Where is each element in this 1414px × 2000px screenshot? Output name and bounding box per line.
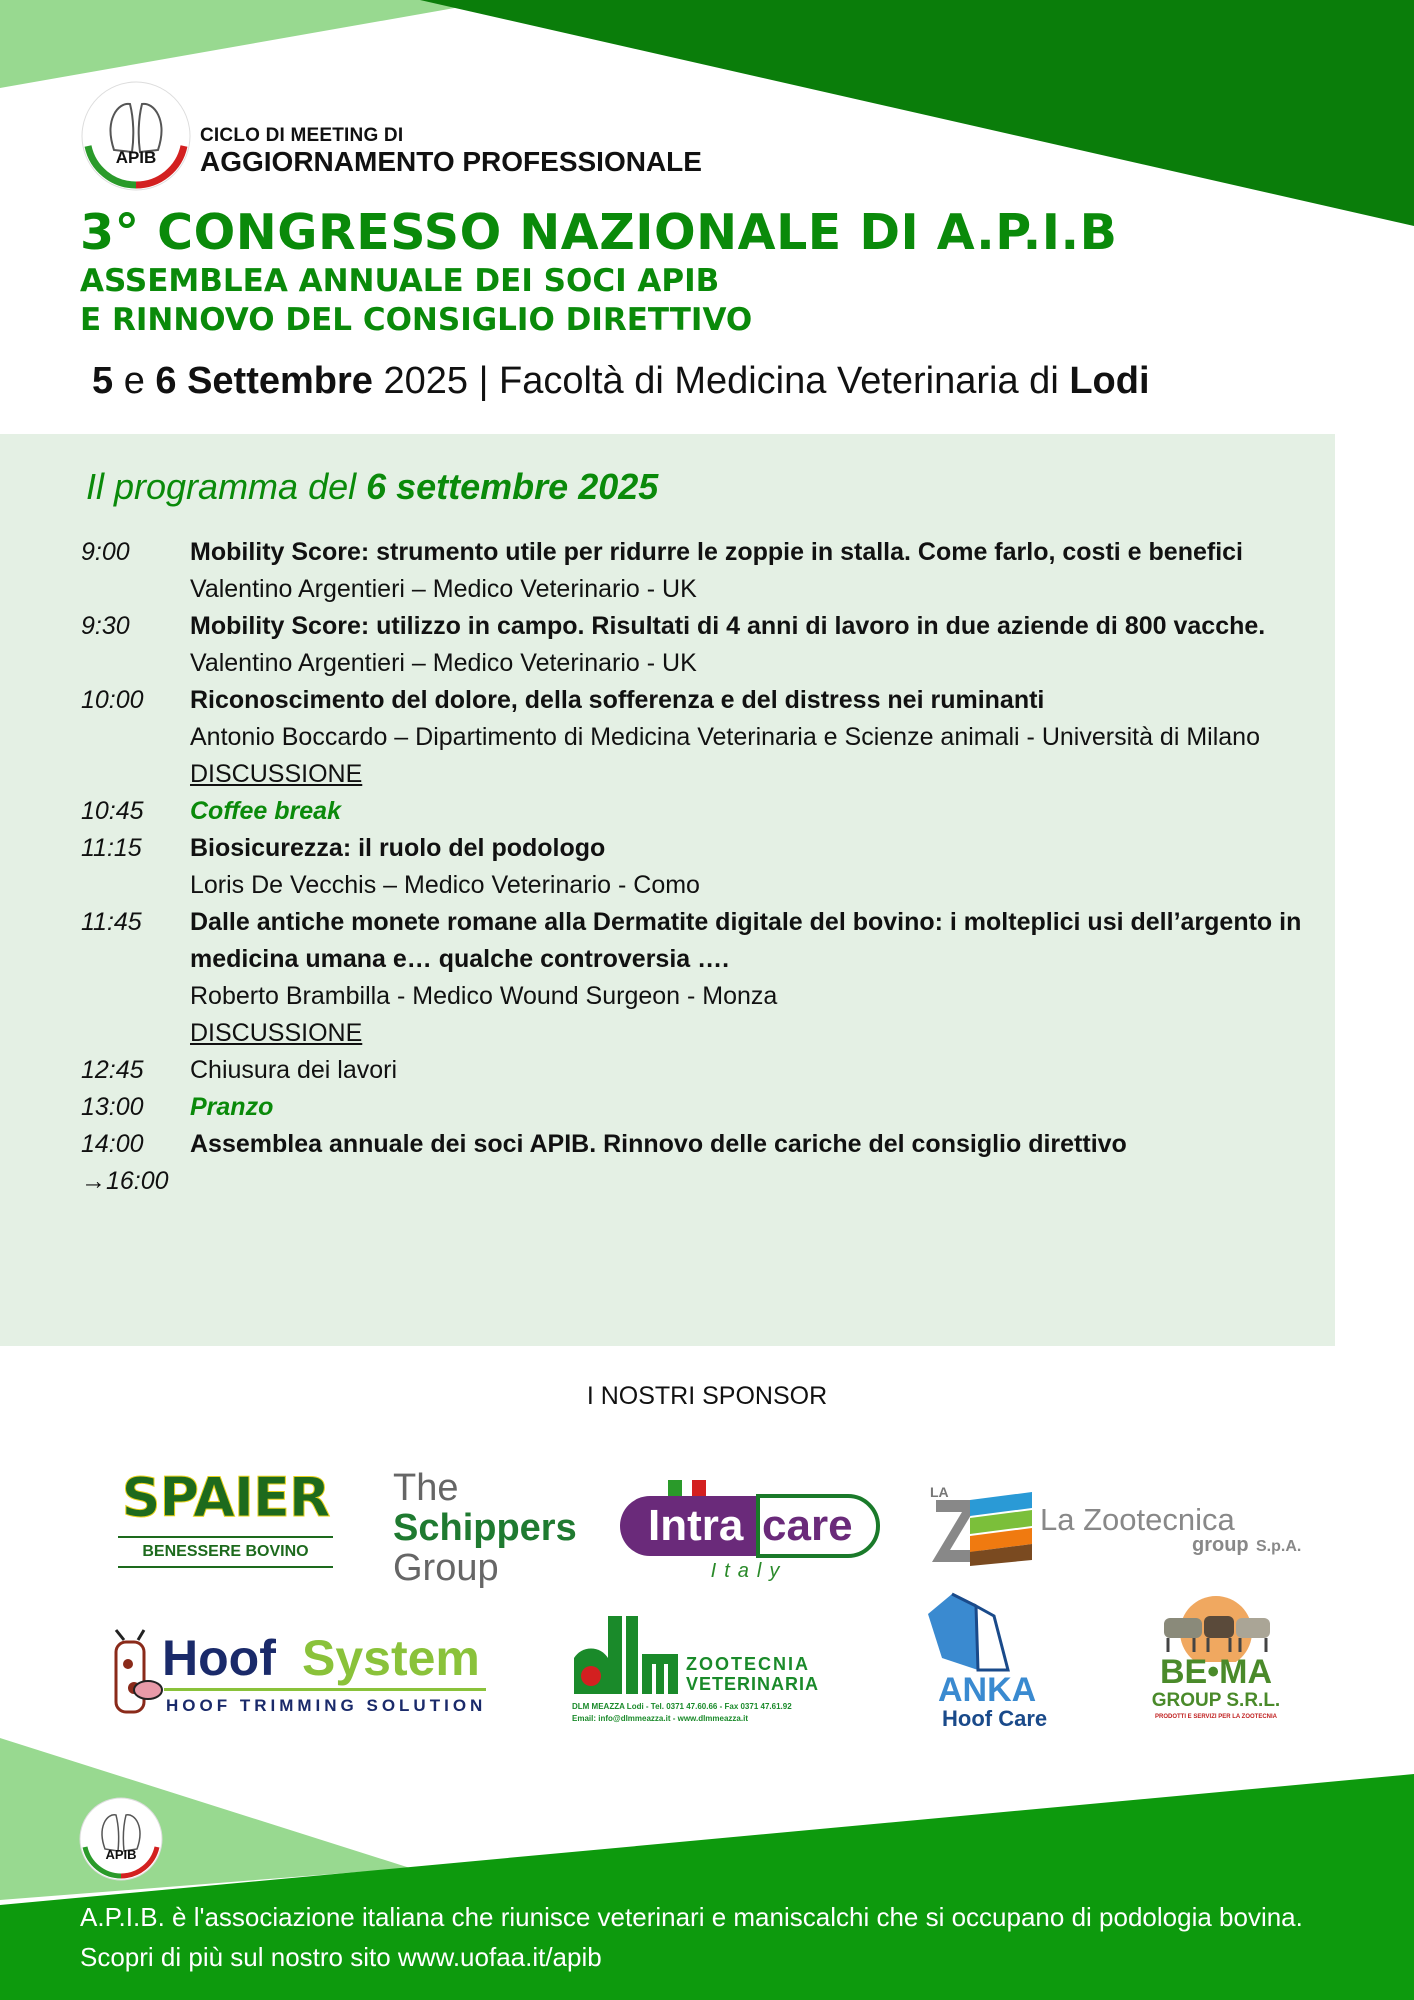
schedule-item — [81, 1126, 1311, 1163]
schedule-time: 11:15 — [81, 834, 142, 862]
session-title: Biosicurezza: il ruolo del podologo — [190, 834, 606, 862]
sponsor-heading: I NOSTRI SPONSOR — [586, 1382, 828, 1410]
dlm-line1: ZOOTECNIA — [686, 1654, 810, 1674]
sponsor-schippers — [393, 1468, 583, 1596]
schedule-content — [190, 682, 1311, 793]
program-title-date: 6 settembre 2025 — [366, 466, 659, 507]
congress-subtitle-line2: E RINNOVO DEL CONSIGLIO DIRETTIVO — [80, 302, 753, 338]
schedule-content — [190, 1126, 1311, 1163]
schedule-item — [81, 1163, 1311, 1200]
discussion-label: DISCUSSIONE — [190, 1019, 363, 1047]
schedule-content — [190, 608, 1311, 682]
session-title: Riconoscimento del dolore, della sofferenza e del distress nei ruminanti — [190, 686, 1045, 714]
congress-title: 3° CONGRESSO NAZIONALE DI A.P.I.B — [80, 204, 1118, 261]
schedule-item — [81, 682, 1311, 793]
schedule-item — [81, 608, 1311, 682]
schedule-item — [81, 1089, 1311, 1126]
sponsor-intracare — [618, 1478, 880, 1584]
sponsor-hoof-system — [106, 1628, 498, 1724]
apib-logo-footer — [79, 1797, 163, 1881]
top-left-light-triangle — [0, 0, 500, 88]
dlm-info2: Email: info@dlmmeazza.it - www.dlmmeazza.it — [572, 1714, 748, 1723]
schedule-content — [190, 1052, 1311, 1089]
session-detail: Valentino Argentieri – Medico Veterinario - UK — [190, 575, 697, 603]
hoof-word: Hoof — [162, 1630, 276, 1686]
intracare-sub: Italy — [710, 1560, 788, 1582]
zootecnica-name: La Zootecnica — [1040, 1502, 1235, 1537]
sponsor-dlm-meazza — [572, 1614, 836, 1734]
schedule-time: 9:00 — [81, 538, 130, 566]
spaier-tagline: BENESSERE BOVINO — [142, 1543, 309, 1560]
schedule-content — [190, 1089, 1311, 1126]
schedule-list — [81, 534, 1311, 1200]
intracare-name-a: Intra — [648, 1501, 744, 1550]
schedule-time: 13:00 — [81, 1093, 144, 1121]
spaier-name: SPAIER — [121, 1466, 330, 1529]
dlm-line2: VETERINARIA — [686, 1674, 820, 1694]
session-detail: Valentino Argentieri – Medico Veterinario - UK — [190, 649, 697, 677]
date-rest: 2025 | Facoltà di Medicina Veterinaria di — [372, 360, 1070, 402]
apib-logo — [80, 80, 192, 192]
schedule-content — [190, 830, 1311, 904]
header-kicker: CICLO DI MEETING DI — [200, 125, 404, 146]
congress-subtitle-line1: ASSEMBLEA ANNUALE DEI SOCI APIB — [80, 263, 720, 299]
session-detail: Chiusura dei lavori — [190, 1056, 398, 1084]
hoof-tagline: HOOF TRIMMING SOLUTION — [166, 1696, 487, 1715]
bema-sub: PRODOTTI E SERVIZI PER LA ZOOTECNIA — [1154, 1714, 1277, 1720]
sponsor-bema — [1146, 1592, 1286, 1730]
session-detail: Roberto Brambilla - Medico Wound Surgeon - Monza — [190, 982, 778, 1010]
program-title-prefix: Il programma del — [86, 466, 367, 507]
break-label: Pranzo — [190, 1093, 274, 1121]
date-and: e — [113, 360, 156, 402]
schedule-time: 12:45 — [81, 1056, 144, 1084]
date-day2: 6 Settembre — [155, 360, 373, 402]
session-detail: Antonio Boccardo – Dipartimento di Medicina Veterinaria e Scienze animali - Università di Milano — [190, 723, 1260, 751]
schedule-item — [81, 830, 1311, 904]
schippers-line3: Group — [393, 1547, 499, 1589]
session-title: Assemblea annuale dei soci APIB. Rinnovo delle cariche del consiglio direttivo — [190, 1130, 1127, 1158]
dlm-info1: DLM MEAZZA Lodi - Tel. 0371 47.60.66 - Fax 0371 47.61.92 — [572, 1702, 792, 1711]
date-venue-line — [92, 360, 1150, 403]
date-day1: 5 — [92, 360, 114, 402]
date-city: Lodi — [1069, 360, 1150, 402]
schippers-line1: The — [393, 1467, 459, 1509]
intracare-name-b: care — [762, 1501, 853, 1550]
footer-description: A.P.I.B. è l'associazione italiana che riunisce veterinari e maniscalchi che si occupano di podologia bovina. Scopri di più sul nostro sito www.uofaa.it/apib — [80, 1902, 1303, 1972]
zootecnica-prefix: LA — [930, 1484, 949, 1500]
sponsor-anka — [920, 1592, 1052, 1734]
schedule-time: →16:00 — [81, 1167, 169, 1195]
program-title — [86, 466, 658, 508]
bema-line2: GROUP S.R.L. — [1151, 1690, 1281, 1711]
schippers-line2: Schippers — [393, 1507, 577, 1549]
schedule-item — [81, 1052, 1311, 1089]
session-title: Mobility Score: utilizzo in campo. Risultati di 4 anni di lavoro in due aziende di 800 vacche. — [190, 612, 1266, 640]
session-title: Dalle antiche monete romane alla Dermatite digitale del bovino: i molteplici usi dell’argento in medicina umana e… qualche controversia …. — [190, 908, 1302, 973]
logo-text: APIB — [115, 148, 157, 167]
schedule-time: 10:45 — [81, 797, 144, 825]
sponsor-la-zootecnica — [930, 1484, 1310, 1570]
schedule-content — [190, 1163, 1311, 1200]
sponsor-spaier — [118, 1466, 333, 1584]
schedule-time: 10:00 — [81, 686, 144, 714]
anka-line1: ANKA — [938, 1671, 1037, 1709]
schedule-content — [190, 534, 1311, 608]
schedule-item — [81, 904, 1311, 1052]
system-word: System — [302, 1630, 480, 1686]
schedule-time: 14:00 — [81, 1130, 144, 1158]
discussion-label: DISCUSSIONE — [190, 760, 363, 788]
anka-line2: Hoof Care — [942, 1706, 1048, 1731]
schedule-item — [81, 793, 1311, 830]
schedule-content — [190, 904, 1311, 1052]
schedule-item — [81, 534, 1311, 608]
zootecnica-suffix: S.p.A. — [1256, 1538, 1302, 1555]
bema-line1: BE•MA — [1159, 1653, 1272, 1691]
schedule-content — [190, 793, 1311, 830]
session-detail: Loris De Vecchis – Medico Veterinario - Como — [190, 871, 700, 899]
zootecnica-sub: group — [1192, 1534, 1249, 1556]
header-subtitle: AGGIORNAMENTO PROFESSIONALE — [200, 146, 702, 177]
session-title: Mobility Score: strumento utile per ridurre le zoppie in stalla. Come farlo, costi e benefici — [190, 538, 1243, 566]
schedule-time: 9:30 — [81, 612, 130, 640]
footer-logo-text: APIB — [105, 1847, 137, 1862]
schedule-time: 11:45 — [81, 908, 142, 936]
top-right-dark-band — [420, 0, 1414, 226]
break-label: Coffee break — [190, 797, 341, 825]
